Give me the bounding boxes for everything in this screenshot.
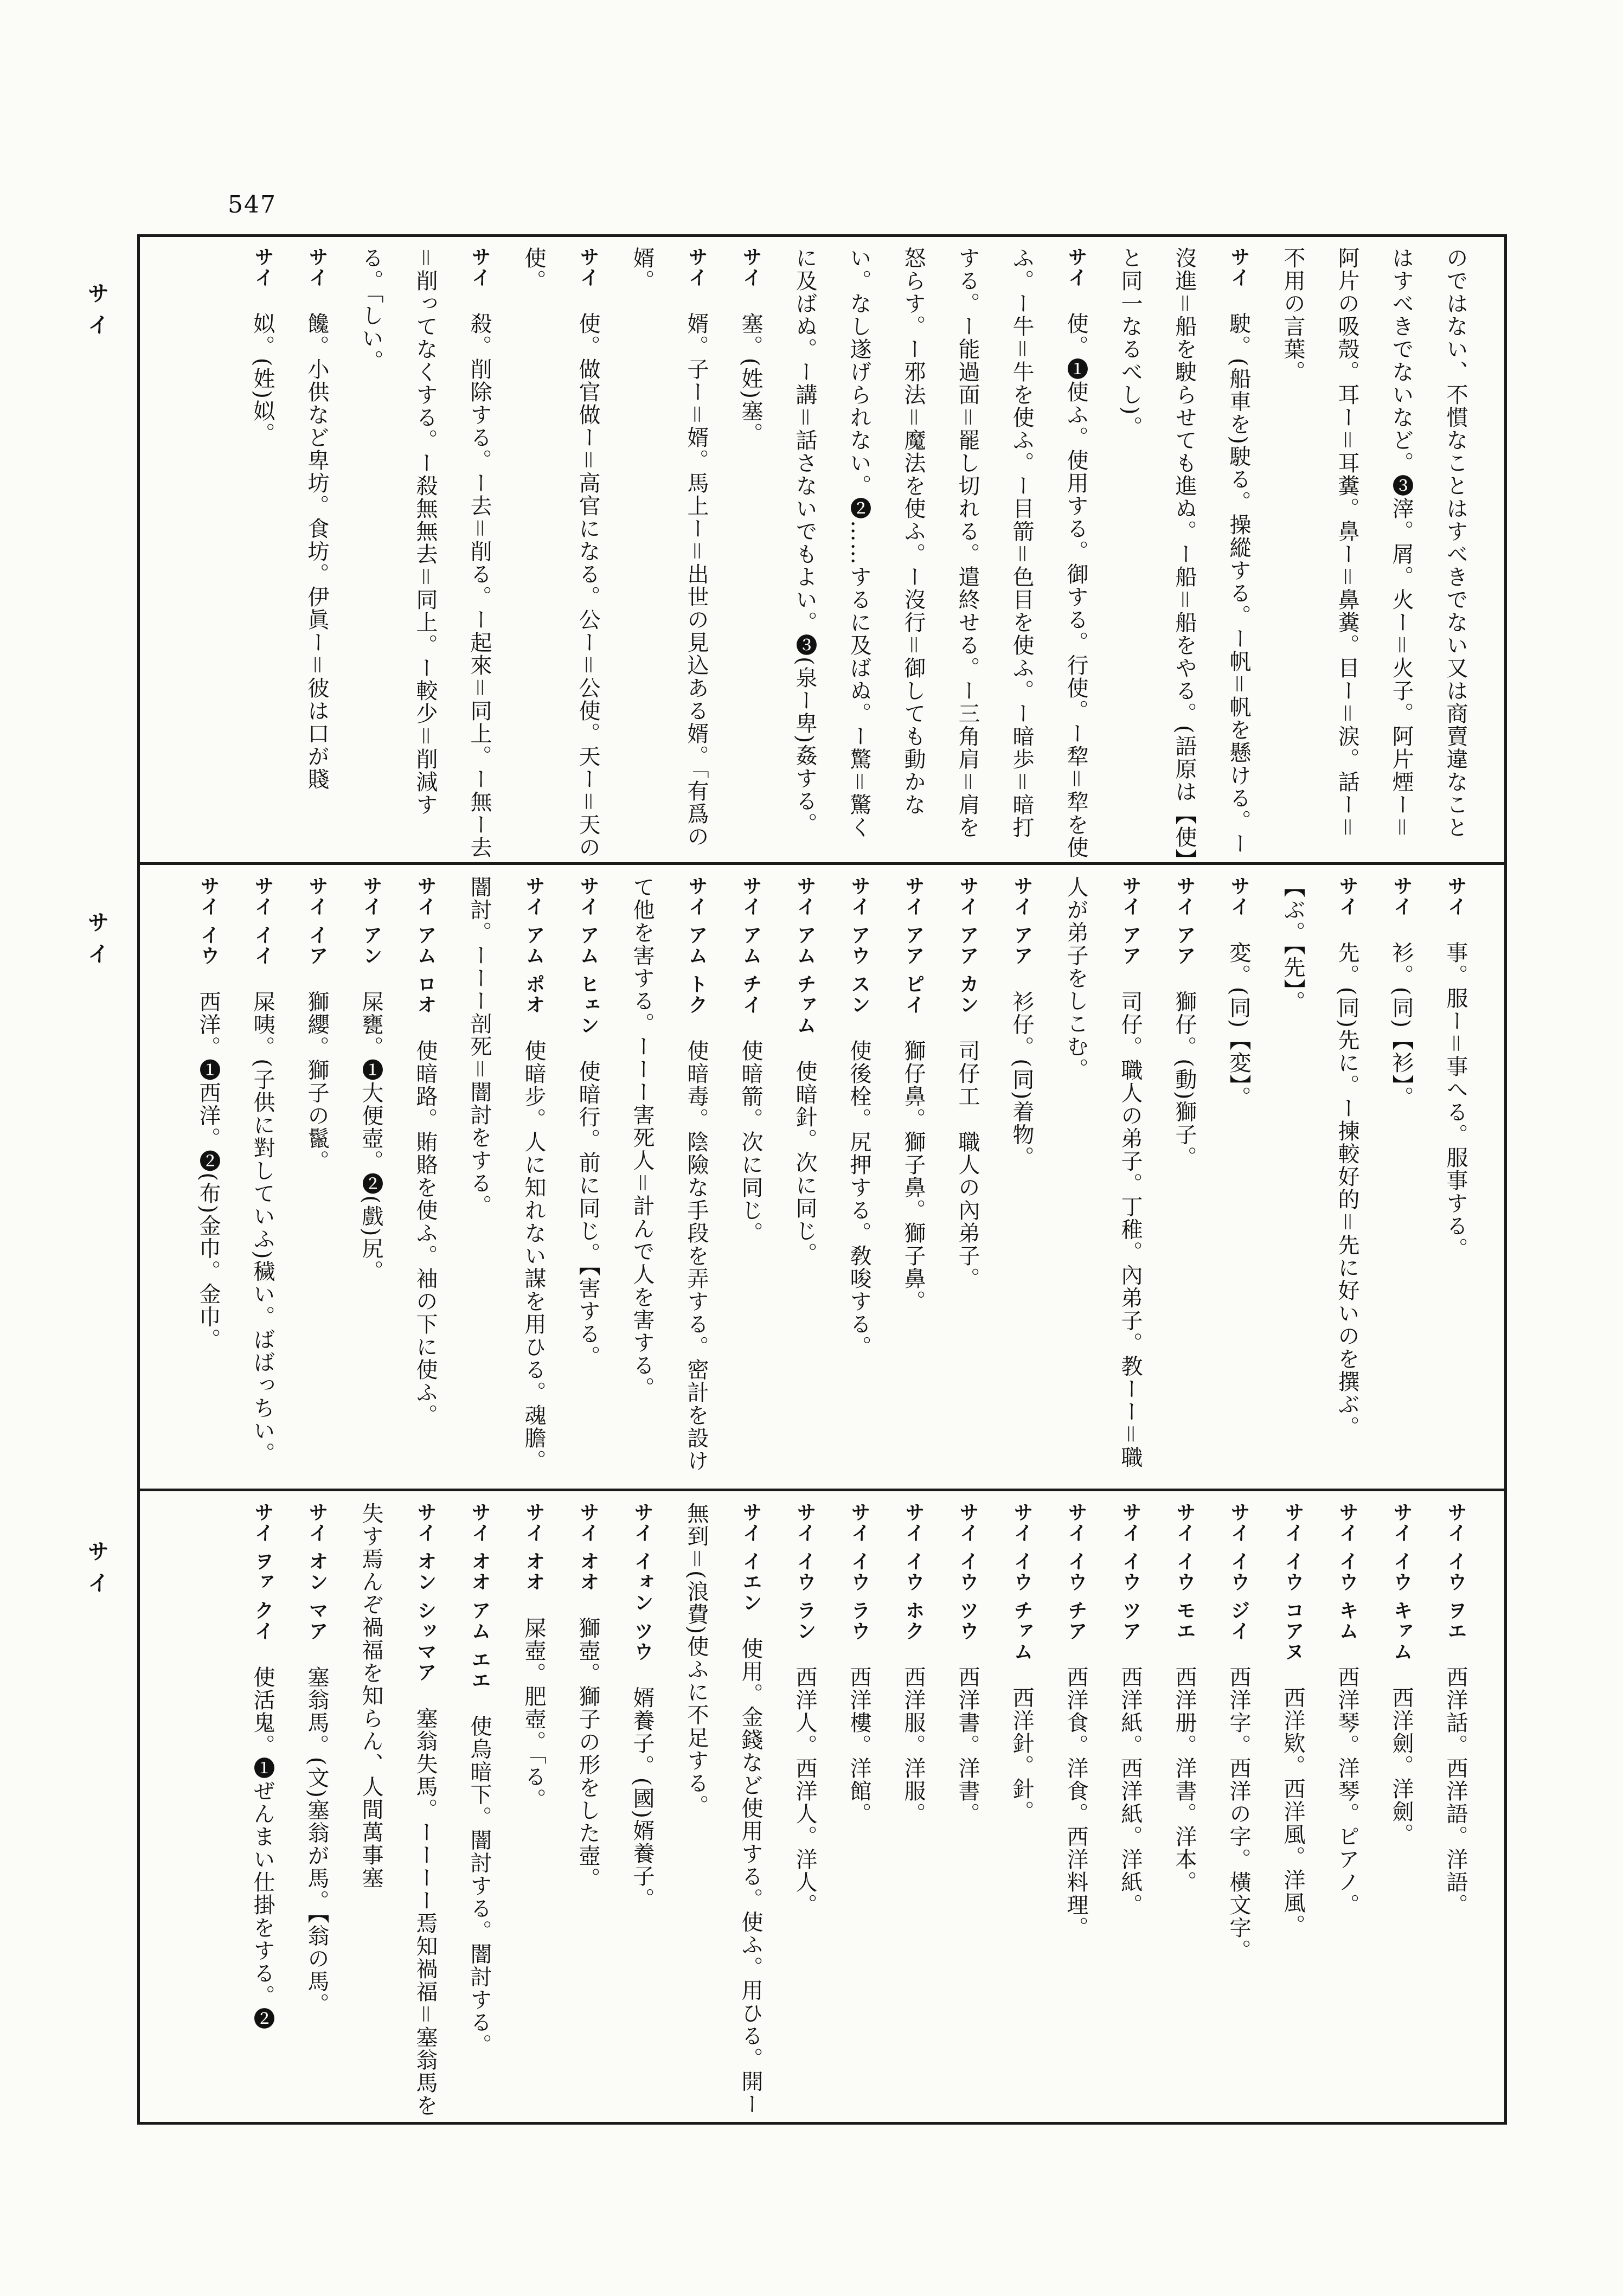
dictionary-entry — [452, 1502, 506, 2121]
dictionary-entry — [995, 876, 1049, 1487]
entry-reading: サイ アア — [1173, 876, 1196, 966]
dictionary-entry — [398, 876, 452, 1487]
entry-reading: サイ アム ロオ — [414, 876, 437, 1016]
dictionary-entry — [832, 876, 886, 1487]
dictionary-entry — [506, 1502, 561, 2121]
entry-reading: サイ イア — [306, 876, 328, 966]
page-number: 547 — [228, 191, 277, 219]
entry-definition: 使暗針。次に同じ。 — [792, 1060, 817, 1265]
entry-definition: 使烏暗下。闇討する。闇討する。 — [467, 1715, 492, 2057]
entry-definition: 西洋針。針。 — [1009, 1686, 1034, 1823]
dictionary-entry — [778, 247, 1103, 861]
entry-definition: 婿。子ー＝婿。馬上ー＝出世の見込ある婿。「有爲の婿。 — [630, 247, 709, 848]
entry-definition: 姒。(姓)姒。 — [250, 312, 275, 445]
entry-reading: サイ アア ピイ — [902, 876, 925, 1016]
entry-reading: サイ — [1336, 876, 1358, 917]
dictionary-entry — [778, 876, 832, 1487]
dictionary-entry — [1157, 1502, 1211, 2121]
entry-definition: 婿養子。(國)婿養子。 — [630, 1686, 655, 1911]
entry-reading: サイ イウ モエ — [1173, 1502, 1196, 1642]
entry-definition: 西洋劍。洋劍。 — [1389, 1686, 1414, 1846]
entry-reading: サイ イウ ヲエ — [1445, 1502, 1467, 1642]
entry-reading: サイ イウ チア — [1065, 1502, 1087, 1642]
dictionary-entry — [1103, 1502, 1157, 2121]
entry-definition: 獅仔。(動)獅子。 — [1172, 990, 1197, 1169]
dictionary-entry — [778, 1502, 832, 2121]
dictionary-entry — [290, 247, 344, 861]
entry-definition: 駛。(船車を)駛る。操縱する。ー帆＝帆を懸ける。ー沒進＝船を駛らせても進ぬ。ー船＝船をやる。(語原は【使】と同一なるべし)。 — [1118, 247, 1251, 861]
entry-definition: 使暗步。人に知れない謀を用ひる。魂膽。闇討。ーーー剖死＝闇討をする。 — [467, 876, 546, 1472]
dictionary-entry — [615, 247, 723, 861]
dictionary-entry — [1266, 247, 1483, 861]
entry-reading: サイ イウ ツウ — [957, 1502, 979, 1642]
entry-definition: 西洋書。洋書。 — [955, 1665, 980, 1825]
dictionary-entry — [506, 247, 615, 861]
dictionary-entry — [1211, 1502, 1266, 2121]
dictionary-entry — [940, 876, 995, 1487]
entry-definition: 西洋欵。西洋風。洋風。 — [1280, 1686, 1305, 1937]
dictionary-entry — [669, 1502, 778, 2121]
entry-definition: 西洋食。洋食。西洋料理。 — [1063, 1665, 1088, 1939]
dictionary-entry — [561, 1502, 615, 2121]
dictionary-entry — [1374, 1502, 1428, 2121]
entry-reading: サイ アウ スン — [848, 876, 870, 1016]
section-divider — [137, 862, 1507, 865]
dictionary-entry — [995, 1502, 1049, 2121]
entry-reading: サイ ヲァ クイ — [252, 1502, 274, 1642]
entry-reading: サイ オオ — [523, 1502, 545, 1593]
entry-definition: 西洋。❶西洋。❷(布)金巾。金巾。 — [196, 990, 221, 1351]
entry-definition: 事。服ー＝事へる。服事する。 — [1443, 941, 1468, 1260]
entry-reading: サイ — [1065, 247, 1087, 288]
entry-reading: サイ イウ ジイ — [1228, 1502, 1250, 1642]
entry-reading: サイ イウ ツア — [1119, 1502, 1141, 1642]
entry-reading: サイ アア カン — [957, 876, 979, 1016]
entry-definition: 殺。削除する。ー去＝削る。ー起來＝同上。ー無ー去＝削ってなくする。ー殺無無去＝同上。ー較少＝削減する。「しい。 — [358, 247, 492, 859]
dictionary-entry — [1428, 876, 1483, 1487]
dictionary-entry — [1266, 1502, 1320, 2121]
entry-definition: 衫仔。(同)着物。 — [1009, 990, 1034, 1169]
entry-definition: 西洋琴。洋琴。ピアノ。 — [1335, 1665, 1359, 1916]
entry-reading: サイ — [1228, 247, 1250, 288]
entry-definition: 使後栓。尻押する。敎唆する。 — [846, 1039, 871, 1358]
entry-definition: 西洋人。西洋人。洋人。 — [792, 1665, 817, 1916]
entry-definition: 塞翁失馬。ーーーー焉知禍福＝塞翁馬を失す焉んぞ禍福を知らん、人間萬事塞 — [358, 1502, 438, 2117]
dictionary-entry — [290, 876, 344, 1487]
entry-definition: 使活鬼。❶ぜんまい仕掛をする。❷ — [250, 1665, 275, 2030]
dictionary-entry — [181, 876, 235, 1487]
entry-reading: サイ イウ コアヌ — [1282, 1502, 1304, 1663]
dictionary-entry — [1049, 1502, 1103, 2121]
entry-definition: 西洋樓。洋館。 — [846, 1665, 871, 1825]
dictionary-entry — [290, 1502, 344, 2121]
entry-definition: 使用。金錢など使用する。使ふ。用ひる。開ー無到＝(浪費)使ふに不足する。 — [684, 1502, 763, 2116]
section-label: サイ — [84, 282, 110, 345]
entry-definition: 西洋服。洋服。 — [901, 1665, 926, 1825]
entry-reading: サイ アム トク — [685, 876, 708, 1016]
entry-definition: 使暗箭。次に同じ。 — [738, 1039, 763, 1245]
entry-definition: 西洋册。洋書。洋本。 — [1172, 1665, 1197, 1894]
entry-reading: サイ — [685, 247, 708, 288]
entry-definition: 西洋字。西洋の字。橫文字。 — [1226, 1665, 1251, 1962]
entry-reading: サイ アア — [1119, 876, 1141, 966]
dictionary-entry — [344, 876, 398, 1487]
entry-definition: 変。(同)【変】。 — [1226, 941, 1251, 1109]
dictionary-entry — [886, 876, 940, 1487]
dictionary-entry — [1320, 1502, 1374, 2121]
entry-definition: 司仔。職人の弟子。丁稚。內弟子。教ーー＝職人が弟子をしこむ。 — [1063, 876, 1143, 1469]
entry-definition: 屎咦。(子供に對していふ)穢い。ばばっちい。 — [250, 990, 275, 1465]
entry-reading: サイ アム チァム — [794, 876, 816, 1036]
entry-reading: サイ イォン ツウ — [631, 1502, 653, 1663]
dictionary-entry — [886, 1502, 940, 2121]
entry-reading: サイ イウ ラウ — [848, 1502, 870, 1642]
dictionary-entry — [615, 876, 723, 1487]
entry-definition: 司仔工 職人の內弟子。 — [955, 1039, 980, 1290]
dictionary-entry — [1157, 876, 1211, 1487]
dictionary-entry — [940, 1502, 995, 2121]
entry-reading: サイ アム ヒェン — [577, 876, 599, 1036]
section-label: サイ — [84, 911, 110, 974]
entry-reading: サイ — [306, 247, 328, 288]
dictionary-entry — [723, 247, 778, 861]
entry-reading: サイ イイ — [252, 876, 274, 966]
entry-definition: 使暗路。賄賂を使ふ。袖の下に使ふ。 — [413, 1039, 438, 1427]
entry-definition: 西洋話。西洋語。洋語。 — [1443, 1665, 1468, 1916]
entry-reading: サイ アン — [360, 876, 382, 966]
dictionary-entry — [1049, 876, 1157, 1487]
dictionary-entry — [615, 1502, 669, 2121]
dictionary-entry — [1211, 876, 1266, 1487]
entry-definition: 使暗毒。陰險な手段を弄する。密計を設けて他を害する。ーーー害死人＝計んで人を害する。 — [630, 876, 709, 1472]
entry-reading: サイ — [577, 247, 599, 288]
dictionary-entry — [1428, 1502, 1483, 2121]
section-label: サイ — [84, 1540, 110, 1603]
dictionary-entry — [1266, 876, 1374, 1487]
dictionary-entry — [344, 247, 506, 861]
dictionary-entry — [723, 876, 778, 1487]
entry-reading: サイ イウ — [197, 876, 220, 966]
entry-reading: サイ — [469, 247, 491, 288]
entry-reading: サイ オン シッマア — [414, 1502, 437, 1683]
dictionary-entry — [1374, 876, 1428, 1487]
entry-reading: サイ イウ キム — [1336, 1502, 1358, 1642]
entry-reading: サイ アム ポオ — [523, 876, 545, 1016]
entry-reading: サイ オオ アム エエ — [469, 1502, 491, 1691]
entry-reading: サイ — [1390, 876, 1413, 917]
entry-definition: 使。做官做ー＝高官になる。公ー＝公使。天ー＝天の使。 — [521, 247, 600, 859]
dictionary-entry — [235, 1502, 290, 2121]
dictionary-entry — [344, 1502, 452, 2121]
dictionary-section — [140, 237, 1504, 861]
entry-definition: 西洋紙。西洋紙。洋紙。 — [1118, 1665, 1143, 1916]
entry-reading: サイ イウ チァム — [1011, 1502, 1033, 1663]
dictionary-entry — [1103, 247, 1266, 861]
dictionary-entry — [452, 876, 561, 1487]
entry-definition: 獅壺。獅子の形をした壺。 — [575, 1617, 600, 1890]
entry-definition: 使暗行。前に同じ。【害する。 — [575, 1060, 600, 1368]
entry-definition: 饞。小供など卑坊。食坊。伊眞ー＝彼は口が賤 — [304, 312, 329, 791]
entry-definition: 衫。(同)【衫】。 — [1389, 941, 1414, 1109]
entry-reading: サイ アア — [1011, 876, 1033, 966]
entry-reading: サイ — [1445, 876, 1467, 917]
dictionary-section — [140, 866, 1504, 1487]
dictionary-entry — [235, 876, 290, 1487]
entry-definition: 屎壺。肥壺。「る。 — [521, 1617, 546, 1811]
entry-reading: サイ イウ キァム — [1390, 1502, 1413, 1663]
entry-reading: サイ オン マア — [306, 1502, 328, 1642]
entry-definition: 先。(同)先に。ー揀較好的＝先に好いのを撰ぶ。【ぶ。【先】。 — [1280, 876, 1359, 1439]
entry-definition: 塞。(姓)塞。 — [738, 312, 763, 445]
dictionary-entry — [832, 1502, 886, 2121]
entry-reading: サイ — [740, 247, 762, 288]
entry-reading: サイ イウ ラン — [794, 1502, 816, 1642]
entry-definition: のではない、不慣なことはすべきでない又は商賣違なことはすべきでないなど。❸滓。屑。火ー＝火子。阿片煙ー＝阿片の吸殼。耳ー＝耳糞。鼻ー＝鼻糞。目ー＝涙。話ー＝不用の言葉。 — [1280, 247, 1468, 839]
entry-reading: サイ — [252, 247, 274, 288]
entry-reading: サイ アム チイ — [740, 876, 762, 1016]
entry-definition: 屎甕。❶大便壺。❷(戲)尻。 — [358, 990, 383, 1283]
entry-reading: サイ イエン — [740, 1502, 762, 1613]
entry-definition: 使。❶使ふ。使用する。御する。行使。ー犂＝犂を使ふ。ー牛＝牛を使ふ。ー目箭＝色目を使ふ。ー暗歩＝暗打する。ー能過面＝罷し切れる。遣終せる。ー三角肩＝肩を怒らす。ー邪法＝魔法を使ふ。ー沒行＝御しても動かない。なし遂げられない。❷……するに及ばぬ。ー驚＝驚くに及ばぬ。ー講＝話さないでもよい。❸(泉ー卑)姦する。 — [792, 247, 1088, 859]
entry-definition: 獅纓。獅子の鬣。 — [304, 990, 329, 1173]
entry-definition: 獅仔鼻。獅子鼻。獅子鼻。 — [901, 1039, 926, 1313]
entry-definition: 塞翁馬。(文)塞翁が馬。【翁の馬。 — [304, 1665, 329, 2016]
entry-reading: サイ イウ ホク — [902, 1502, 925, 1642]
entry-reading: サイ — [1228, 876, 1250, 917]
entry-reading: サイ オオ — [577, 1502, 599, 1593]
section-divider — [137, 1489, 1507, 1491]
dictionary-entry — [561, 876, 615, 1487]
dictionary-entry — [235, 247, 290, 861]
dictionary-section — [140, 1492, 1504, 2121]
